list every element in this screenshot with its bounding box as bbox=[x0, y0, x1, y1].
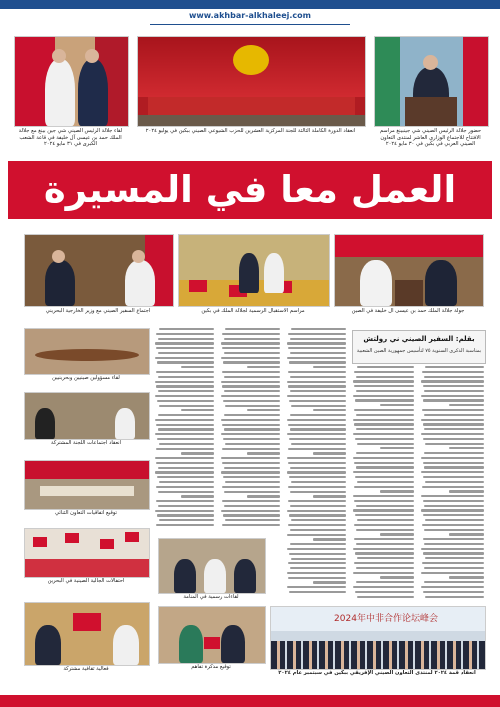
text-line bbox=[424, 376, 484, 378]
text-line bbox=[157, 476, 214, 478]
text-line bbox=[449, 533, 484, 535]
text-line bbox=[288, 333, 346, 335]
text-line bbox=[155, 395, 214, 397]
text-line bbox=[449, 576, 484, 578]
bottom-bar bbox=[0, 695, 500, 707]
text-line bbox=[290, 543, 346, 545]
text-line bbox=[313, 538, 346, 540]
text-line bbox=[356, 529, 414, 531]
text-line bbox=[288, 424, 346, 426]
text-line bbox=[222, 424, 280, 426]
text-line bbox=[159, 481, 214, 483]
text-line bbox=[223, 400, 280, 402]
text-line bbox=[155, 433, 214, 435]
text-line bbox=[222, 347, 280, 349]
text-line bbox=[224, 505, 280, 507]
text-line bbox=[353, 471, 414, 473]
text-line bbox=[356, 466, 414, 468]
text-line bbox=[289, 553, 346, 555]
text-line bbox=[287, 548, 346, 550]
text-line bbox=[290, 390, 346, 392]
text-line bbox=[380, 576, 414, 578]
text-line bbox=[354, 462, 414, 464]
text-line bbox=[423, 476, 484, 478]
text-line bbox=[156, 371, 214, 373]
text-line bbox=[354, 524, 414, 526]
text-line bbox=[224, 390, 280, 392]
text-line bbox=[423, 500, 484, 502]
text-line bbox=[290, 428, 346, 430]
text-line bbox=[353, 586, 414, 588]
text-line bbox=[422, 371, 484, 373]
text-line bbox=[423, 462, 484, 464]
text-line bbox=[288, 347, 346, 349]
text-line bbox=[354, 423, 414, 425]
text-line bbox=[422, 409, 484, 411]
text-line bbox=[424, 543, 484, 545]
text-line bbox=[288, 577, 346, 579]
text-line bbox=[425, 443, 484, 445]
text-line bbox=[290, 376, 346, 378]
text-line bbox=[421, 471, 484, 473]
text-line bbox=[291, 443, 346, 445]
caption-bottom-left: لقاءات رسمية في المنامة bbox=[183, 594, 239, 600]
text-line bbox=[222, 500, 280, 502]
text-line bbox=[224, 491, 280, 493]
text-line bbox=[355, 476, 414, 478]
text-line bbox=[288, 562, 346, 564]
text-line bbox=[290, 338, 346, 340]
text-line bbox=[290, 414, 346, 416]
photo-top-center bbox=[137, 36, 366, 127]
text-line bbox=[313, 495, 346, 497]
text-line bbox=[158, 505, 214, 507]
text-line bbox=[355, 514, 414, 516]
text-line bbox=[353, 495, 414, 497]
text-line bbox=[247, 452, 280, 454]
text-line bbox=[424, 567, 484, 569]
text-line bbox=[423, 438, 484, 440]
text-line bbox=[449, 404, 484, 406]
text-line bbox=[225, 443, 280, 445]
article-title: بقلم: السفير الصيني ني رولتش bbox=[363, 335, 475, 343]
text-line bbox=[221, 510, 280, 512]
text-line bbox=[423, 399, 484, 401]
text-line bbox=[155, 419, 214, 421]
text-line bbox=[288, 385, 346, 387]
text-line bbox=[287, 357, 346, 359]
text-line bbox=[222, 371, 280, 373]
text-line bbox=[181, 366, 214, 368]
text-line bbox=[287, 395, 346, 397]
text-line bbox=[288, 462, 346, 464]
text-line bbox=[353, 395, 414, 397]
text-line bbox=[423, 514, 484, 516]
text-line bbox=[290, 529, 346, 531]
text-line bbox=[222, 486, 280, 488]
text-line bbox=[158, 390, 214, 392]
top-bar bbox=[0, 0, 500, 9]
text-line bbox=[224, 338, 280, 340]
text-line bbox=[354, 562, 414, 564]
text-line bbox=[289, 361, 346, 363]
text-line bbox=[356, 452, 414, 454]
text-line bbox=[157, 361, 214, 363]
focac-text: 2024年中非合作论坛峰会 bbox=[334, 614, 438, 624]
photo-bottom-right bbox=[270, 606, 486, 670]
text-line bbox=[156, 486, 214, 488]
text-line bbox=[221, 419, 280, 421]
text-line bbox=[313, 366, 346, 368]
text-line bbox=[421, 433, 484, 435]
text-line bbox=[425, 481, 484, 483]
text-line bbox=[222, 524, 280, 526]
text-line bbox=[222, 448, 280, 450]
text-line bbox=[287, 433, 346, 435]
photo-top-right bbox=[374, 36, 489, 127]
text-line bbox=[156, 347, 214, 349]
text-line bbox=[289, 591, 346, 593]
caption-mid-center: مراسم الاستقبال الرسمية لجلالة الملك في بكين bbox=[201, 308, 305, 314]
text-line bbox=[353, 548, 414, 550]
text-line bbox=[224, 428, 280, 430]
text-line bbox=[425, 596, 484, 598]
text-line bbox=[291, 481, 346, 483]
text-line bbox=[158, 376, 214, 378]
text-line bbox=[225, 519, 280, 521]
text-line bbox=[422, 524, 484, 526]
text-line bbox=[221, 471, 280, 473]
text-line bbox=[421, 380, 484, 382]
text-line bbox=[290, 505, 346, 507]
article-column-5 bbox=[420, 366, 484, 604]
text-line bbox=[221, 433, 280, 435]
text-line bbox=[247, 366, 280, 368]
caption-top-right: حضور جلالة الرئيس الصيني شي جينبينغ مراسم الافتتاح للاجتماع الوزاري العاشر لمنتدى التعاون الصيني العربي في بكين في ٣٠ مايو ٢٠٢٤ bbox=[379, 128, 482, 147]
caption-left-3: انعقاد اجتماعات اللجنة المشتركة bbox=[51, 440, 121, 446]
text-line bbox=[225, 481, 280, 483]
text-line bbox=[353, 433, 414, 435]
text-line bbox=[313, 452, 346, 454]
text-line bbox=[159, 328, 214, 330]
text-line bbox=[380, 447, 414, 449]
text-line bbox=[289, 438, 346, 440]
article-column-3 bbox=[286, 328, 346, 598]
text-line bbox=[424, 581, 484, 583]
text-line bbox=[421, 457, 484, 459]
photo-bottom-mid bbox=[158, 606, 266, 664]
text-line bbox=[287, 572, 346, 574]
text-line bbox=[288, 524, 346, 526]
text-line bbox=[290, 491, 346, 493]
text-line bbox=[354, 500, 414, 502]
text-line bbox=[157, 438, 214, 440]
text-line bbox=[289, 514, 346, 516]
text-line bbox=[288, 500, 346, 502]
text-line bbox=[158, 428, 214, 430]
text-line bbox=[224, 352, 280, 354]
text-line bbox=[287, 534, 346, 536]
text-line bbox=[355, 399, 414, 401]
text-line bbox=[222, 385, 280, 387]
text-line bbox=[224, 376, 280, 378]
text-line bbox=[156, 385, 214, 387]
text-line bbox=[421, 509, 484, 511]
url-underline bbox=[150, 24, 350, 25]
photo-mid-right bbox=[334, 234, 484, 307]
text-line bbox=[354, 385, 414, 387]
text-line bbox=[357, 557, 414, 559]
text-line bbox=[225, 405, 280, 407]
caption-mid-right: جولة جلالة الملك حمد بن عيسى آل خليفة في الصين bbox=[351, 308, 465, 314]
text-line bbox=[424, 428, 484, 430]
text-line bbox=[158, 491, 214, 493]
text-line bbox=[156, 462, 214, 464]
text-line bbox=[155, 342, 214, 344]
text-line bbox=[157, 514, 214, 516]
text-line bbox=[357, 443, 414, 445]
caption-bottom-mid: توقيع مذكرة تفاهم bbox=[191, 664, 231, 670]
text-line bbox=[247, 409, 280, 411]
caption-top-center: انعقاد الدورة الكاملة الثالثة للجنة المركزية العشرين للحزب الشيوعي الصيني ببكين في يوليو ٢٠٢٤ bbox=[145, 128, 356, 134]
text-line bbox=[353, 572, 414, 574]
text-line bbox=[221, 357, 280, 359]
text-line bbox=[221, 395, 280, 397]
text-line bbox=[159, 519, 214, 521]
text-line bbox=[357, 366, 414, 368]
text-line bbox=[287, 457, 346, 459]
text-line bbox=[313, 409, 346, 411]
text-line bbox=[355, 552, 414, 554]
text-line bbox=[159, 443, 214, 445]
caption-left-4: توقيع اتفاقيات التعاون الثنائي bbox=[55, 510, 117, 516]
text-line bbox=[291, 558, 346, 560]
text-line bbox=[156, 333, 214, 335]
text-line bbox=[421, 548, 484, 550]
text-line bbox=[422, 562, 484, 564]
article-column-1 bbox=[154, 328, 214, 533]
text-line bbox=[290, 567, 346, 569]
text-line bbox=[155, 471, 214, 473]
photo-top-left bbox=[14, 36, 129, 127]
text-line bbox=[291, 519, 346, 521]
text-line bbox=[223, 514, 280, 516]
caption-top-left: لقاء جلالة الرئيس الصيني شي جين بينغ مع جلالة الملك حمد بن عيسى آل خليفة في قاعة الشعب الكبرى في ٣١ مايو ٢٠٢٤ bbox=[18, 128, 123, 147]
text-line bbox=[313, 581, 346, 583]
caption-left-2: لقاء مسؤولين صينيين وبحرينيين bbox=[52, 375, 120, 381]
text-line bbox=[423, 385, 484, 387]
text-line bbox=[380, 533, 414, 535]
text-line bbox=[287, 586, 346, 588]
text-line bbox=[287, 419, 346, 421]
text-line bbox=[158, 414, 214, 416]
text-line bbox=[222, 333, 280, 335]
text-line bbox=[287, 381, 346, 383]
article-subtitle: بمناسبة الذكرى السنوية ٧٥ لتأسيس جمهورية الصين الشعبية bbox=[356, 348, 482, 354]
text-line bbox=[380, 404, 414, 406]
text-line bbox=[221, 457, 280, 459]
caption-mid-left: اجتماع السفير الصيني مع وزير الخارجية البحريني bbox=[45, 308, 151, 314]
text-line bbox=[222, 462, 280, 464]
text-line bbox=[287, 342, 346, 344]
text-line bbox=[356, 376, 414, 378]
text-line bbox=[224, 414, 280, 416]
text-line bbox=[157, 400, 214, 402]
headline-banner bbox=[8, 161, 492, 219]
text-line bbox=[356, 567, 414, 569]
caption-left-6: فعالية ثقافية مشتركة bbox=[63, 666, 109, 672]
text-line bbox=[247, 495, 280, 497]
text-line bbox=[354, 538, 414, 540]
photo-left-4 bbox=[24, 460, 150, 510]
text-line bbox=[354, 409, 414, 411]
text-line bbox=[223, 438, 280, 440]
text-line bbox=[156, 524, 214, 526]
article-header-box bbox=[352, 330, 486, 364]
text-line bbox=[357, 481, 414, 483]
site-url[interactable]: www.akhbar-alkhaleej.com bbox=[188, 11, 311, 20]
text-line bbox=[289, 400, 346, 402]
caption-bottom-right: انعقاد قمة ٢٠٢٤ لمنتدى التعاون الصيني الإفريقي ببكين في سبتمبر عام ٢٠٢٤ bbox=[278, 670, 476, 676]
text-line bbox=[424, 466, 484, 468]
text-line bbox=[354, 371, 414, 373]
headline-text: العمل معا في المسيرة bbox=[43, 168, 457, 211]
text-line bbox=[424, 390, 484, 392]
text-line bbox=[290, 467, 346, 469]
text-line bbox=[223, 476, 280, 478]
photo-left-6 bbox=[24, 602, 150, 666]
photo-bottom-left bbox=[158, 538, 266, 594]
text-line bbox=[421, 586, 484, 588]
text-line bbox=[421, 572, 484, 574]
text-line bbox=[288, 486, 346, 488]
text-line bbox=[449, 447, 484, 449]
text-line bbox=[181, 409, 214, 411]
photo-mid-left bbox=[24, 234, 174, 307]
text-line bbox=[424, 452, 484, 454]
text-line bbox=[423, 591, 484, 593]
text-line bbox=[356, 390, 414, 392]
photo-left-5 bbox=[24, 528, 150, 578]
text-line bbox=[291, 328, 346, 330]
article-column-2 bbox=[220, 328, 280, 533]
photo-mid-center bbox=[178, 234, 330, 307]
text-line bbox=[288, 371, 346, 373]
text-line bbox=[421, 419, 484, 421]
text-line bbox=[155, 457, 214, 459]
text-line bbox=[287, 510, 346, 512]
text-line bbox=[353, 509, 414, 511]
text-line bbox=[353, 457, 414, 459]
text-line bbox=[289, 476, 346, 478]
text-line bbox=[158, 467, 214, 469]
text-line bbox=[156, 500, 214, 502]
text-line bbox=[357, 519, 414, 521]
article-column-4 bbox=[352, 366, 414, 604]
text-line bbox=[421, 395, 484, 397]
caption-left-5: احتفالات الجالية الصينية في البحرين bbox=[47, 578, 125, 584]
photo-left-3 bbox=[24, 392, 150, 440]
text-line bbox=[354, 486, 414, 488]
text-line bbox=[423, 538, 484, 540]
text-line bbox=[291, 405, 346, 407]
text-line bbox=[380, 490, 414, 492]
text-line bbox=[425, 557, 484, 559]
text-line bbox=[356, 581, 414, 583]
text-line bbox=[155, 381, 214, 383]
text-line bbox=[223, 361, 280, 363]
text-line bbox=[357, 596, 414, 598]
text-line bbox=[155, 357, 214, 359]
text-line bbox=[425, 519, 484, 521]
text-line bbox=[424, 529, 484, 531]
text-line bbox=[356, 543, 414, 545]
text-line bbox=[156, 448, 214, 450]
text-line bbox=[159, 405, 214, 407]
text-line bbox=[288, 448, 346, 450]
text-line bbox=[287, 471, 346, 473]
text-line bbox=[181, 495, 214, 497]
text-line bbox=[155, 510, 214, 512]
text-line bbox=[181, 452, 214, 454]
text-line bbox=[158, 338, 214, 340]
text-line bbox=[356, 505, 414, 507]
text-line bbox=[221, 342, 280, 344]
text-line bbox=[424, 414, 484, 416]
text-line bbox=[290, 352, 346, 354]
text-line bbox=[423, 423, 484, 425]
photo-left-2 bbox=[24, 328, 150, 375]
text-line bbox=[353, 419, 414, 421]
text-line bbox=[356, 428, 414, 430]
text-line bbox=[224, 467, 280, 469]
text-line bbox=[449, 490, 484, 492]
text-line bbox=[356, 414, 414, 416]
text-line bbox=[355, 591, 414, 593]
text-line bbox=[221, 381, 280, 383]
text-line bbox=[156, 424, 214, 426]
text-line bbox=[355, 438, 414, 440]
focac-banner bbox=[271, 607, 485, 631]
text-line bbox=[225, 328, 280, 330]
text-line bbox=[353, 380, 414, 382]
text-line bbox=[423, 552, 484, 554]
text-line bbox=[421, 495, 484, 497]
text-line bbox=[424, 505, 484, 507]
text-line bbox=[425, 366, 484, 368]
text-line bbox=[422, 486, 484, 488]
text-line bbox=[158, 352, 214, 354]
